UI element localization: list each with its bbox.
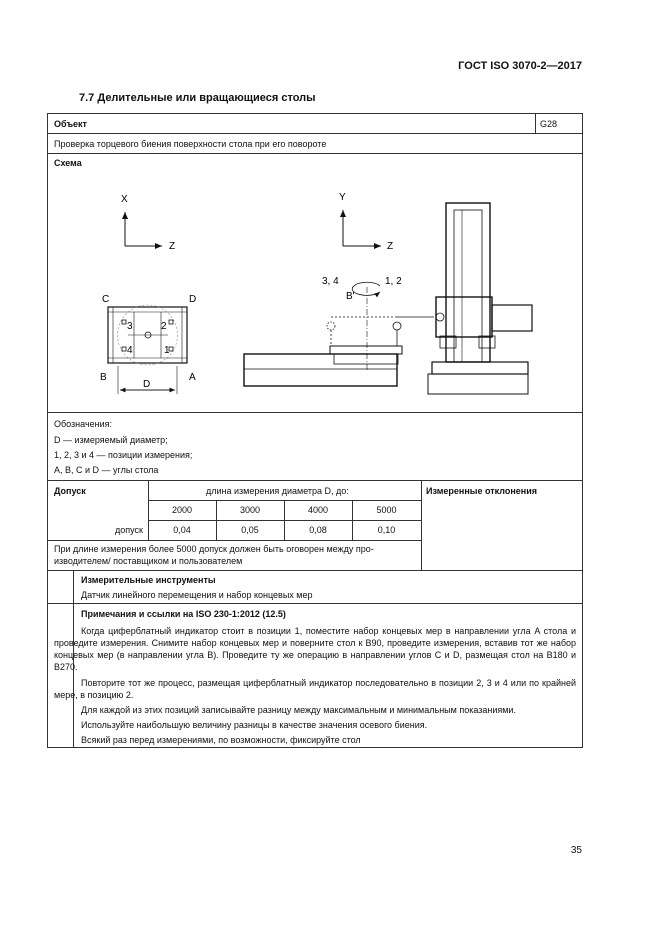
measured-deviations-label: Измеренные отклонения [426, 486, 538, 496]
axes-xz [125, 212, 162, 246]
instruments-label: Измерительные инструменты [81, 575, 216, 585]
notes-paragraph-2: Повторите тот же процесс, размещая циферблатный индикатор последовательно в позиции 2, 3 и 4 или по крайней мере, в позицию 2. [54, 678, 576, 700]
spec-table [47, 113, 583, 748]
scheme-drawing [48, 154, 582, 412]
machine-side-view [244, 203, 532, 394]
page-number: 35 [570, 845, 582, 856]
object-description: Проверка торцевого биения поверхности стола при его повороте [54, 139, 327, 149]
corner-a: A [189, 372, 196, 383]
rotation-positions-right: 1, 2 [385, 276, 402, 287]
tolerance-row-label: допуск [115, 525, 143, 535]
tolerance-label: Допуск [54, 486, 86, 496]
position-3: 3 [127, 321, 133, 332]
object-label: Объект [54, 119, 87, 129]
axis-label-y: Y [339, 192, 346, 203]
legend-line-3: A, B, C и D — углы стола [54, 465, 159, 475]
tolerance-value-2000: 0,04 [173, 525, 191, 535]
instruments-text: Датчик линейного перемещения и набор концевых мер [81, 590, 313, 600]
diameter-5000: 5000 [376, 505, 397, 515]
notes-paragraph-1: Когда циферблатный индикатор стоит в позиции 1, поместите набор концевых мер в направлении угла A стола и проведите измерения. Снимите набор концевых мер и поверните стол к B90, проведите измерения, вставив тот же набор концевых мер (в направлении угла B). Проведите ту же операцию в направлении углов C и D, размещая стол на B180 и B270. [54, 626, 576, 672]
tolerance-value-5000: 0,10 [377, 525, 396, 535]
scheme-label: Схема [54, 158, 82, 168]
position-1: 1 [164, 345, 170, 356]
notes-paragraph-5: Всякий раз перед измерениями, по возможности, фиксируйте стол [81, 735, 361, 745]
diameter-4000: 4000 [307, 505, 329, 515]
corner-b: B [100, 372, 107, 383]
tolerance-value-3000: 0,05 [241, 525, 259, 535]
corner-c: C [102, 294, 110, 305]
rotation-positions-left: 3, 4 [322, 276, 339, 287]
axis-label-z2: Z [387, 241, 394, 252]
standard-header: ГОСТ ISO 3070-2—2017 [458, 60, 582, 72]
rotation-direction: B' [346, 291, 355, 302]
position-4: 4 [127, 345, 133, 356]
position-2: 2 [161, 321, 167, 332]
object-code: G28 [540, 119, 558, 129]
dimension-d: D [143, 379, 151, 390]
diameter-2000: 2000 [171, 505, 193, 515]
legend-title: Обозначения: [54, 419, 113, 429]
notes-paragraph-3: Для каждой из этих позиций записывайте разницу между максимальным и минимальным показаниями. [81, 705, 516, 715]
legend-line-2: 1, 2, 3 и 4 — позиции измерения; [54, 450, 193, 460]
tolerance-caption: длина измерения диаметра D, до: [206, 486, 349, 496]
notes-label: Примечания и ссылки на ISO 230-1:2012 (12.5) [81, 609, 286, 619]
tolerance-note: При длине измерения более 5000 допуск должен быть оговорен между про-изводителем/ поставщиком и пользователем [54, 544, 374, 566]
axis-label-x: X [121, 194, 128, 205]
notes-paragraph-4: Используйте наибольшую величину разницы в качестве значения осевого биения. [81, 720, 428, 730]
legend-line-1: D — измеряемый диаметр; [54, 435, 168, 445]
axes-yz [343, 210, 381, 246]
axis-label-z1: Z [169, 241, 176, 252]
tolerance-value-4000: 0,08 [309, 525, 327, 535]
diameter-3000: 3000 [239, 505, 261, 515]
section-title: 7.7 Делительные или вращающиеся столы [79, 92, 316, 104]
corner-d: D [189, 294, 197, 305]
